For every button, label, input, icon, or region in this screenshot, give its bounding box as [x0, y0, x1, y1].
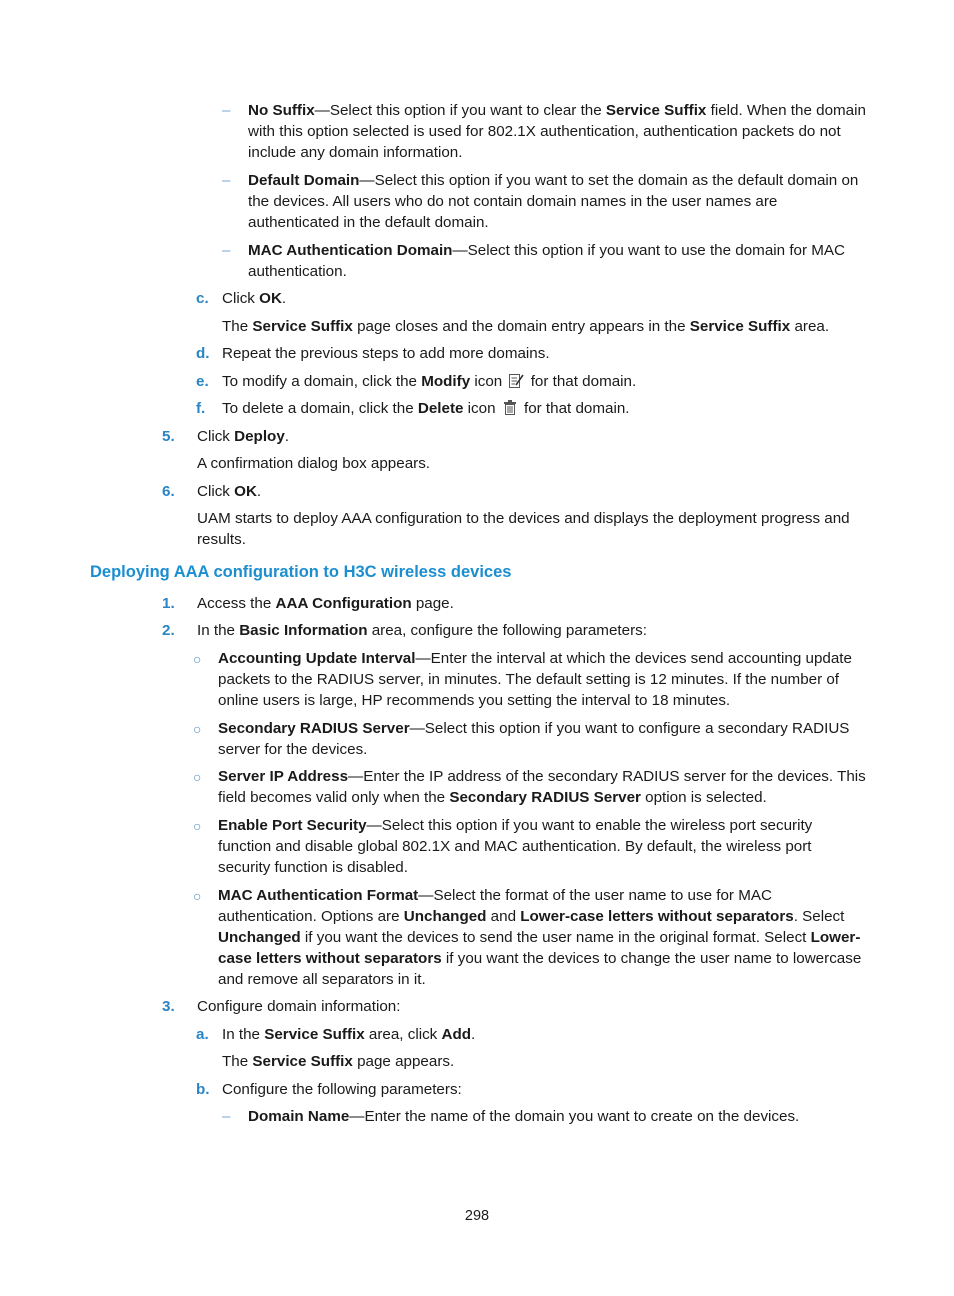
step-1: Access the AAA Configuration page. [197, 595, 454, 612]
step-c-note: The Service Suffix page closes and the domain entry appears in the Service Suffix area. [222, 318, 830, 335]
dash-bullet: – [222, 102, 231, 119]
step-5-note: A confirmation dialog box appears. [197, 455, 431, 472]
step-6-note: UAM starts to deploy AAA configuration to the devices and displays the deployment progress and results. [197, 510, 850, 548]
section-heading: Deploying AAA configuration to H3C wireless devices [90, 563, 512, 581]
step-marker: 6. [162, 483, 175, 500]
step-marker: a. [196, 1026, 209, 1043]
param-secondary-radius-server: Secondary RADIUS Server—Select this option if you want to configure a secondary RADIUS server for the devices. [218, 720, 850, 758]
param-server-ip-address: Server IP Address—Enter the IP address of the secondary RADIUS server for the devices. This field becomes valid only when the Secondary RADIUS Server option is selected. [218, 768, 866, 806]
circle-bullet: ○ [193, 721, 202, 737]
param-mac-authentication-format: MAC Authentication Format—Select the format of the user name to use for MAC authentication. Options are Unchanged and Lower-case letters without separators. Select Unchanged if you want the devices to send the user name in the original format. Select Lower-case letters without separators if you want the devices to change the user name to lowercase and remove all separators in it. [218, 887, 862, 988]
step-marker: e. [196, 373, 209, 390]
circle-bullet: ○ [193, 888, 202, 904]
step-marker: 3. [162, 998, 175, 1015]
param-enable-port-security: Enable Port Security—Select this option if you want to enable the wireless port security function and disable global 802.1X and MAC authentication. By default, the wireless port security function is disabled. [218, 817, 813, 876]
option-default-domain: Default Domain—Select this option if you want to set the domain as the default domain on the devices. All users who do not contain domain names in the user names are authenticated in the default domain. [248, 172, 859, 231]
trash-icon[interactable] [502, 399, 518, 416]
step-b: Configure the following parameters: [222, 1081, 462, 1098]
step-c: Click OK. [222, 290, 287, 307]
param-domain-name: Domain Name—Enter the name of the domain you want to create on the devices. [248, 1108, 800, 1125]
step-marker: c. [196, 290, 209, 307]
option-mac-auth-domain: MAC Authentication Domain—Select this option if you want to use the domain for MAC authentication. [248, 242, 846, 280]
step-marker: f. [196, 400, 206, 417]
step-5: Click Deploy. [197, 428, 289, 445]
step-marker: 5. [162, 428, 175, 445]
dash-bullet: – [222, 242, 231, 259]
step-marker: 2. [162, 622, 175, 639]
step-a-note: The Service Suffix page appears. [222, 1053, 455, 1070]
step-e: To modify a domain, click the Modify icon for that domain. [222, 373, 637, 390]
step-a: In the Service Suffix area, click Add. [222, 1026, 476, 1043]
step-marker: 1. [162, 595, 175, 612]
step-3: Configure domain information: [197, 998, 401, 1015]
param-accounting-update-interval: Accounting Update Interval—Enter the interval at which the devices send accounting update packets to the RADIUS server, in minutes. The default setting is 12 minutes. If the number of online users is large, HP recommends you setting the interval to 18 minutes. [218, 650, 852, 709]
option-no-suffix: No Suffix—Select this option if you want to clear the Service Suffix field. When the domain with this option selected is used for 802.1X authentication, authentication packets do not include any domain information. [248, 102, 866, 161]
step-6: Click OK. [197, 483, 262, 500]
step-f: To delete a domain, click the Delete icon for that domain. [222, 400, 630, 417]
step-2: In the Basic Information area, configure the following parameters: [197, 622, 647, 639]
step-marker: b. [196, 1081, 210, 1098]
circle-bullet: ○ [193, 769, 202, 785]
dash-bullet: – [222, 172, 231, 189]
circle-bullet: ○ [193, 818, 202, 834]
step-marker: d. [196, 345, 210, 362]
page-number: 298 [464, 1208, 490, 1224]
dash-bullet: – [222, 1108, 231, 1125]
modify-icon[interactable] [508, 372, 524, 389]
circle-bullet: ○ [193, 651, 202, 667]
step-d: Repeat the previous steps to add more domains. [222, 345, 550, 362]
